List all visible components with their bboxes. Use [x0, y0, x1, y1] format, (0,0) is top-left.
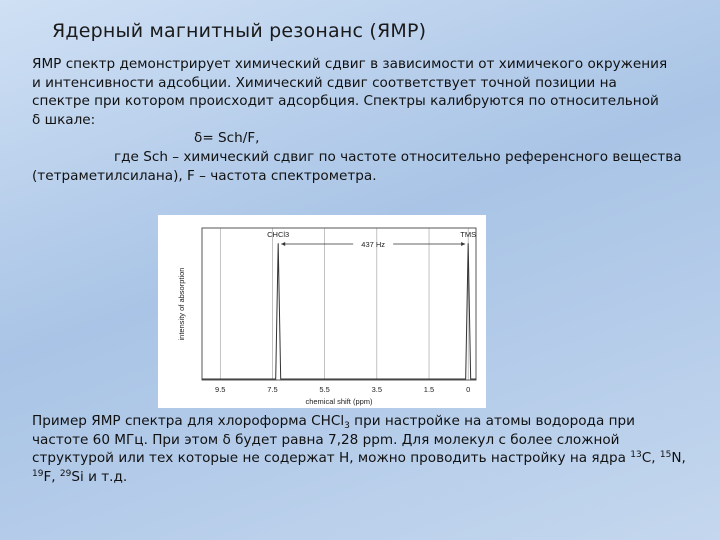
x-tick-label: 9.5 [215, 385, 226, 394]
x-tick-label: 1.5 [423, 385, 435, 394]
peak-label: CHCl3 [267, 230, 290, 239]
example-paragraph [32, 412, 708, 486]
intro-line: ЯМР спектр демонстрирует химический сдвиг в зависимости от химичекого окружения [32, 56, 668, 72]
intro-line: и интенсивности адсобции. Химический сдвиг соответствует точной позиции на [32, 74, 617, 91]
intro-paragraph [32, 55, 704, 185]
y-axis-label: intensity of absorption [177, 267, 186, 341]
x-tick-label: 7.5 [267, 385, 278, 394]
nmr-spectrum-chart [158, 215, 486, 408]
formula-explanation-cont: (тетраметилсилана), F – частота спектрометра. [32, 167, 377, 184]
example-line: $^{19}$F, $^{29}$Si и т.д. [32, 468, 128, 485]
example-line: частоте 60 МГц. При этом δ будет равна 7,28 ppm. Для молекул с более сложной [32, 431, 620, 448]
peak-label: TMS [460, 230, 477, 239]
intro-line: δ шкале: [32, 111, 96, 128]
x-tick-label: 0 [466, 385, 471, 394]
formula-explanation: где Sch – химический сдвиг по частоте относительно референсного вещества [114, 148, 682, 165]
delta-formula: δ= Sch/F, [194, 130, 260, 147]
plot-frame [202, 228, 476, 380]
nmr-spectrum-figure [158, 215, 486, 408]
annotation-arrowhead-right [461, 242, 465, 246]
example-line: структурой или тех которые не содержат H, можно проводить настройку на ядра $^{13}$C, $^{15}$N, [32, 450, 686, 467]
slide-title: Ядерный магнитный резонанс (ЯМР) [52, 20, 427, 42]
x-tick-label: 3.5 [371, 385, 383, 394]
example-line: Пример ЯМР спектра для хлороформа CHCl$_3$ при настройке на атомы водорода при [32, 413, 635, 431]
intro-line: спектре при котором происходит адсорбция. Спектры калибруются по относительной [32, 93, 659, 110]
spectrum-line [202, 243, 476, 379]
x-tick-label: 5.5 [319, 385, 330, 394]
x-axis-label: chemical shift (ppm) [305, 397, 373, 406]
annotation-arrowhead-left [281, 242, 285, 246]
annotation-label: 437 Hz [361, 240, 386, 249]
